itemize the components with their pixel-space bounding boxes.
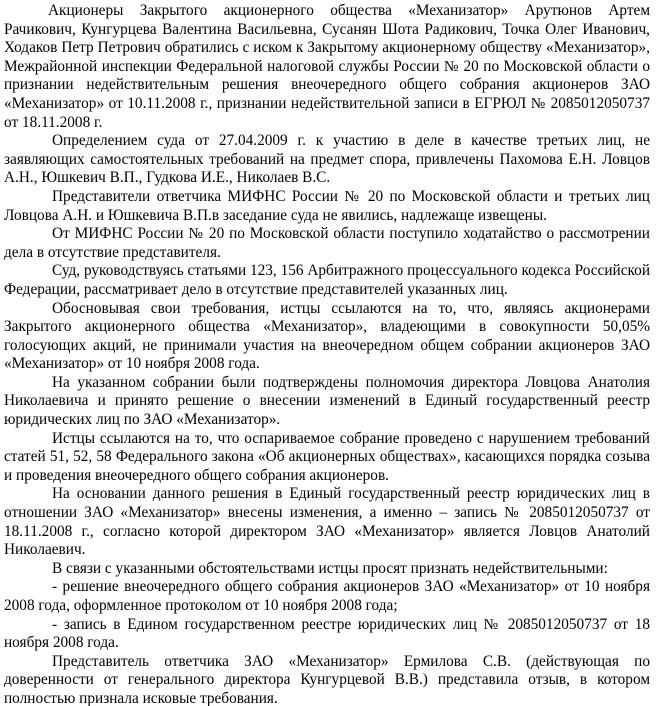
paragraph-6: Обосновывая свои требования, истцы ссылаются на то, что, являясь акционерами Закрытого акционерного общества «Механизатор», владеющими в совокупности 50,05% голосующих акций, не принимали участия на внеочередном общем собрании акционеров ЗАО «Механизатор» от 10 ноября 2008 года. [4, 299, 650, 373]
paragraph-9: На основании данного решения в Единый государственный реестр юридических лиц в отношении ЗАО «Механизатор» внесены изменения, а именно – запись № 2085012050737 от 18.11.2008 г., согласно которой директором ЗАО «Механизатор» является Ловцов Анатолий Николаевич. [4, 485, 650, 559]
paragraph-1: Акционеры Закрытого акционерного общества «Механизатор» Арутюнов Артем Рачикович, Кунгурцева Валентина Васильевна, Сусанян Шота Радикович, Точка Олег Иванович, Ходаков Петр Петрович обратились с иском к Закрытому акционерному обществу «Механизатор», Межрайонной инспекции Федеральной налоговой службы России № 20 по Московской области о признании недействительным решения внеочередного общего собрания акционеров ЗАО «Механизатор» от 10.11.2008 г., признании недействительной записи в ЕГРЮЛ № 2085012050737 от 18.11.2008 г. [4, 2, 650, 131]
paragraph-3: Представители ответчика МИФНС России № 20 по Московской области и третьих лиц Ловцова А.Н. и Юшкевича В.П.в заседание суда не явились, надлежаще извещены. [4, 187, 650, 224]
paragraph-7: На указанном собрании были подтверждены полномочия директора Ловцова Анатолия Николаевича и принято решение о внесении изменений в Единый государственный реестр юридических лиц по ЗАО «Механизатор». [4, 373, 650, 429]
paragraph-5: Суд, руководствуясь статьями 123, 156 Арбитражного процессуального кодекса Российской Федерации, рассматривает дело в отсутствие представителей указанных лиц. [4, 262, 650, 298]
list-item-2: - запись в Едином государственном реестре юридических лиц № 2085012050737 от 18 ноября 2008 года. [4, 615, 650, 652]
paragraph-4: От МИФНС России № 20 по Московской области поступило ходатайство о рассмотрении дела в отсутствие представителя. [4, 225, 650, 261]
paragraph-8: Истцы ссылаются на то, что оспариваемое собрание проведено с нарушением требований статей 51, 52, 58 Федерального закона «Об акционерных обществах», касающихся порядка созыва и проведения внеочередного общего собрания акционеров. [4, 429, 650, 484]
paragraph-2: Определением суда от 27.04.2009 г. к участию в деле в качестве третьих лиц, не заявляющих самостоятельных требований на предмет спора, привлечены Пахомова Е.Н. Ловцов А.Н., Юшкевич В.П., Гудкова И.Е., Николаев В.С. [4, 132, 650, 187]
list-item-1: - решение внеочередного общего собрания акционеров ЗАО «Механизатор» от 10 ноября 2008 года, оформленное протоколом от 10 ноября 2008 года; [4, 578, 650, 614]
paragraph-10: В связи с указанными обстоятельствами истцы просят признать недействительными: [52, 559, 608, 577]
paragraph-11: Представитель ответчика ЗАО «Механизатор» Ермилова С.В. (действующая по доверенности от генерального директора Кунгурцевой В.В.) представила отзыв, в котором полностью признала исковые требования. [4, 652, 650, 706]
